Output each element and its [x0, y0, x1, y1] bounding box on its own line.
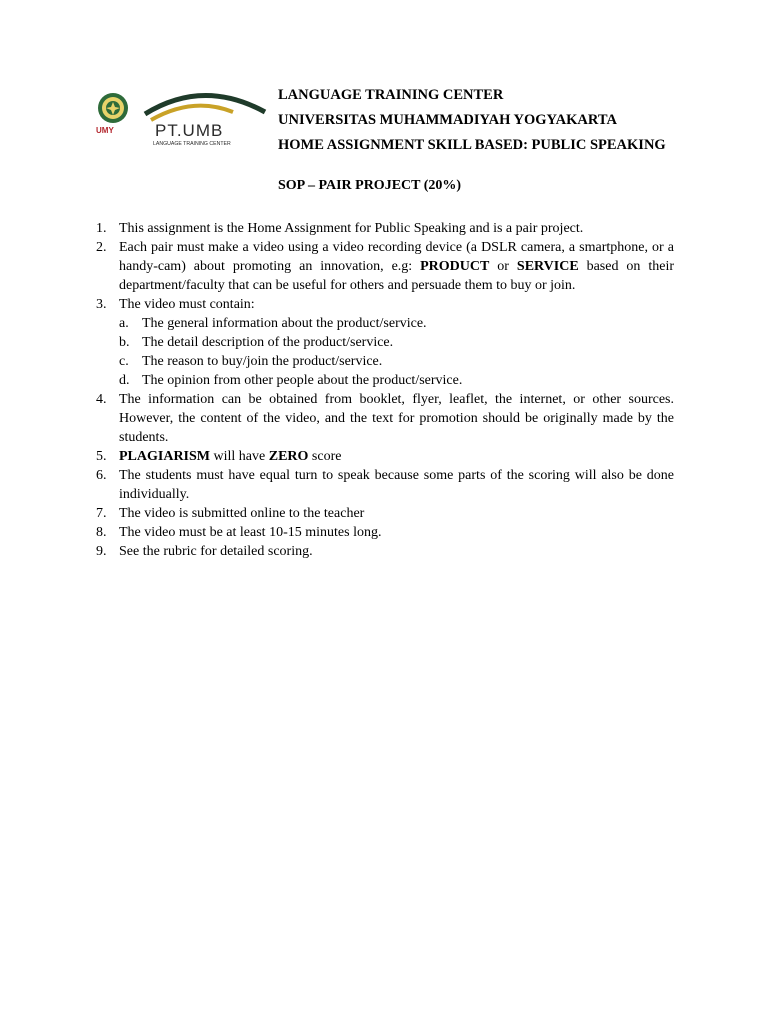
sub-item-text: The general information about the product/service.: [142, 316, 427, 331]
sub-item-letter: a.: [119, 316, 129, 331]
document-subtitle: SOP – PAIR PROJECT (20%): [278, 178, 462, 193]
sub-item-b: [119, 333, 674, 352]
item-number: 5.: [96, 449, 107, 464]
list-item-2: [96, 238, 674, 295]
list-item-4: [96, 390, 674, 447]
zero-keyword: ZERO: [268, 449, 309, 464]
sub-item-d: [119, 371, 674, 390]
item-number: 2.: [96, 240, 107, 255]
sub-item-a: [119, 314, 674, 333]
item-number: 4.: [96, 392, 107, 407]
item-number: 3.: [96, 297, 107, 312]
item-text-part: will have: [210, 449, 269, 464]
sub-item-letter: c.: [119, 354, 129, 369]
list-item-9: [96, 542, 674, 561]
item-text: This assignment is the Home Assignment for Public Speaking and is a pair project.: [119, 221, 584, 236]
sub-item-text: The opinion from other people about the product/service.: [142, 373, 463, 388]
item-number: 8.: [96, 525, 107, 540]
item-text: See the rubric for detailed scoring.: [119, 544, 313, 559]
list-item-7: [96, 504, 674, 523]
item-text-part: based on their department/faculty that can be useful for others and persuade them to buy or join.: [119, 259, 674, 293]
sub-item-letter: d.: [119, 373, 130, 388]
item-number: 6.: [96, 468, 107, 483]
umy-seal-icon: [98, 93, 128, 123]
list-item-3: [96, 295, 674, 390]
item-text: The information can be obtained from booklet, flyer, leaflet, the internet, or other sources. However, the content of the video, and the text for promotion should be originally made by the students.: [119, 392, 674, 445]
item-number: 9.: [96, 544, 107, 559]
header-line-2: UNIVERSITAS MUHAMMADIYAH YOGYAKARTA: [278, 112, 617, 128]
sub-item-text: The detail description of the product/service.: [142, 335, 394, 350]
item-number: 1.: [96, 221, 107, 236]
ptumb-logo: [93, 82, 269, 150]
service-keyword: SERVICE: [516, 259, 579, 274]
list-item-1: [96, 219, 674, 238]
sub-item-c: [119, 352, 674, 371]
instruction-list: [96, 219, 674, 561]
list-item-5: [96, 447, 674, 466]
seal-label: UMY: [96, 126, 114, 135]
item-text-part: Each pair must make a video using a video recording device (a DSLR camera, a smartphone, or a handy-cam) about promoting an innovation, e.g:: [119, 240, 674, 274]
item-text: The video must contain:: [119, 297, 255, 312]
item-number: 7.: [96, 506, 107, 521]
sub-item-letter: b.: [119, 335, 130, 350]
header-line-1: LANGUAGE TRAINING CENTER: [278, 87, 504, 103]
plagiarism-keyword: PLAGIARISM: [119, 449, 211, 464]
item-text-part: score: [308, 449, 342, 464]
product-keyword: PRODUCT: [420, 259, 490, 274]
list-item-6: [96, 466, 674, 504]
logo-sub-text: LANGUAGE TRAINING CENTER: [153, 141, 231, 147]
header-line-3: HOME ASSIGNMENT SKILL BASED: PUBLIC SPEAKING: [278, 137, 666, 153]
logo-arc-gold: [151, 106, 233, 120]
item-text: The students must have equal turn to speak because some parts of the scoring will also be done individually.: [119, 468, 674, 502]
sub-item-text: The reason to buy/join the product/service.: [142, 354, 383, 369]
item-text: The video is submitted online to the teacher: [119, 506, 365, 521]
list-item-8: [96, 523, 674, 542]
item-text: The video must be at least 10-15 minutes long.: [119, 525, 382, 540]
logo-brand-text: PT.UMB: [155, 121, 224, 140]
item-text-part: or: [489, 259, 517, 274]
